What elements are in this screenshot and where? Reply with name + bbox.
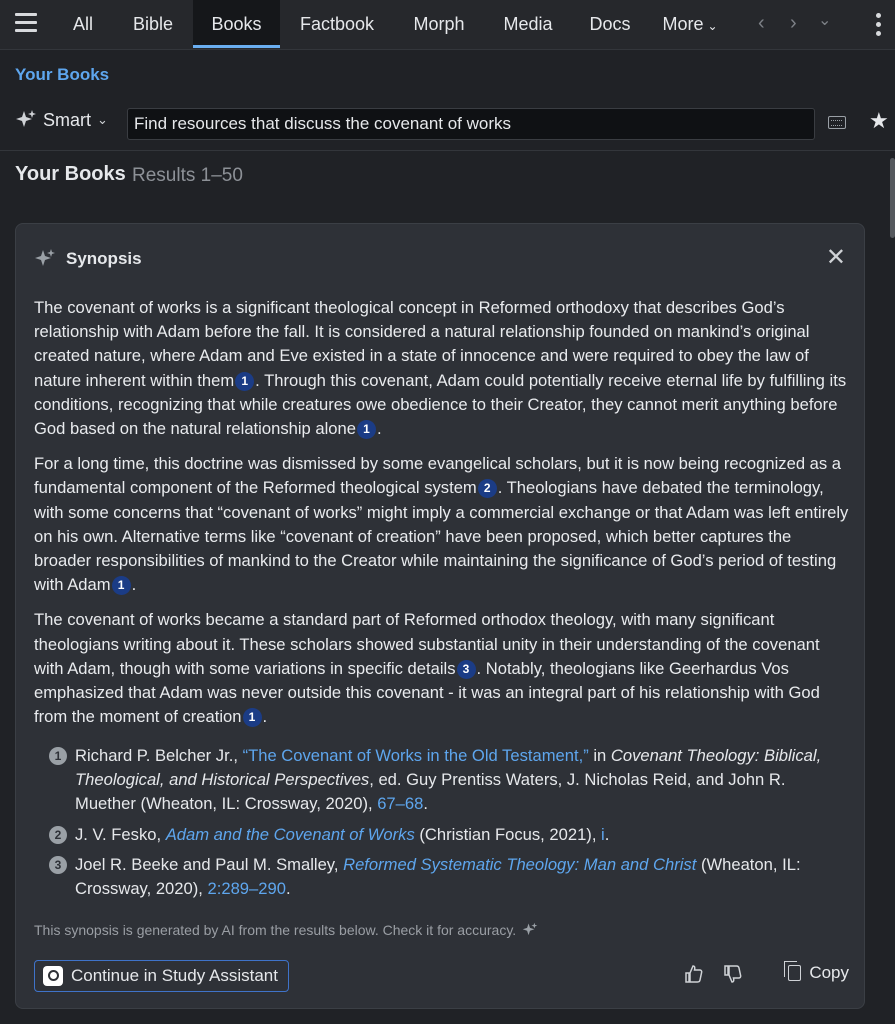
copy-button[interactable] <box>788 963 849 983</box>
synopsis-references <box>49 744 839 907</box>
reference-text: , ed. Guy Prentiss Waters, J. Nicholas Reid, and John R. Muether (Wheaton, IL: Crossway, 2020), <box>75 770 786 814</box>
sparkle-icon <box>34 248 56 270</box>
continue-label: Continue in Study Assistant <box>71 966 278 985</box>
favorite-star-icon[interactable]: ★ <box>869 108 889 133</box>
tab-label: Morph <box>413 14 465 34</box>
synopsis-card <box>15 223 865 1009</box>
tab-books[interactable] <box>193 0 280 48</box>
reference-number-badge: 2 <box>49 826 67 844</box>
reference-link[interactable]: 67–68 <box>377 794 424 814</box>
tab-label: Media <box>503 14 553 34</box>
search-input[interactable] <box>127 108 815 140</box>
tab-label: All <box>72 14 93 34</box>
scrollbar-thumb[interactable] <box>890 158 895 238</box>
study-assistant-icon <box>43 966 63 986</box>
copy-label: Copy <box>809 963 849 982</box>
citation-badge[interactable]: 1 <box>112 576 131 595</box>
tab-more[interactable] <box>655 0 725 48</box>
reference-number-badge: 1 <box>49 747 67 765</box>
copy-icon <box>788 965 801 981</box>
tab-label: Bible <box>132 14 174 34</box>
sparkle-icon <box>522 922 538 938</box>
forward-arrow-icon[interactable]: › <box>790 12 797 34</box>
reference-text: (Christian Focus, 2021), <box>414 824 602 844</box>
paragraph-text: The covenant of works became a standard part of Reformed orthodox theology, with many significant theologians writing about it. These scholars showed substantial unity in their understanding of the covenant with Adam, though with some variations in specific details <box>34 610 820 678</box>
keyboard-icon[interactable] <box>828 116 846 129</box>
sparkle-icon <box>15 109 37 131</box>
reference-text: in <box>588 746 611 765</box>
citation-badge[interactable]: 3 <box>457 660 476 679</box>
synopsis-paragraph <box>34 296 849 441</box>
synopsis-header <box>34 248 142 270</box>
reference-number-badge: 3 <box>49 856 67 874</box>
reference-text: Richard P. Belcher Jr., <box>75 746 243 765</box>
thumbs-up-icon[interactable] <box>684 964 704 984</box>
citation-badge[interactable]: 1 <box>357 420 376 439</box>
synopsis-paragraph <box>34 452 849 597</box>
thumbs-down-icon[interactable] <box>723 964 743 984</box>
tab-all[interactable] <box>58 0 108 48</box>
top-nav-bar <box>0 0 895 50</box>
paragraph-text: The covenant of works is a significant theological concept in Reformed orthodoxy that describes God’s relationship with Adam before the fall. It is considered a natural relationship founded on mankind’s original created nature, where Adam and Eve existed in a state of innocence and were required to obey the law of nature inherent within them <box>34 298 810 390</box>
search-mode-label: Smart <box>43 109 92 130</box>
reference-item <box>49 823 839 847</box>
reference-text: Joel R. Beeke and Paul M. Smalley, <box>75 854 344 874</box>
paragraph-text: For a long time, this doctrine was dismissed by some evangelical scholars, but it is now being recognized as a fundamental component of the Reformed theological system <box>34 454 842 498</box>
breadcrumb[interactable]: Your Books <box>15 65 110 84</box>
paragraph-text: . <box>262 707 268 727</box>
paragraph-text: . <box>376 419 382 439</box>
reference-text: . <box>285 879 291 899</box>
results-count: Results 1–50 <box>132 165 243 186</box>
synopsis-footer <box>34 960 849 992</box>
results-title: Your Books <box>15 163 126 185</box>
tab-label: More <box>662 14 704 34</box>
paragraph-text: . Through this covenant, Adam could potentially receive eternal life by fulfilling its conditions, recognizing that while creatures owe obedience to their Creator, they cannot merit anything before God based on the natural relationship alone <box>34 370 847 439</box>
close-icon[interactable]: ✕ <box>825 244 846 271</box>
reference-item <box>49 853 839 901</box>
paragraph-text: . Notably, theologians like Geerhardus Vos emphasized that Adam was never outside this covenant - it was an integral part of his relationship with God from the moment of creation <box>34 658 820 727</box>
reference-link[interactable]: 2:289–290 <box>207 879 286 899</box>
reference-item <box>49 744 839 817</box>
chevron-down-icon: ⌄ <box>707 19 718 33</box>
back-arrow-icon[interactable]: ‹ <box>758 12 765 34</box>
tab-label: Docs <box>589 14 631 34</box>
reference-link[interactable]: “The Covenant of Works in the Old Testament,” <box>242 746 589 765</box>
search-row <box>0 106 895 142</box>
tab-label: Factbook <box>299 14 375 34</box>
search-mode-dropdown[interactable] <box>15 109 108 131</box>
reference-text: . <box>423 794 428 814</box>
tab-bible[interactable] <box>120 0 186 48</box>
more-options-icon[interactable] <box>876 13 882 40</box>
synopsis-body <box>34 296 849 740</box>
reference-text: (Wheaton, IL: Crossway, 2020), <box>75 854 801 899</box>
tab-factbook[interactable] <box>290 0 384 48</box>
paragraph-text: . <box>131 575 137 595</box>
synopsis-title: Synopsis <box>66 249 142 268</box>
reference-link[interactable]: Adam and the Covenant of Works <box>165 824 415 844</box>
reference-text: . <box>604 824 610 844</box>
tab-label: Books <box>211 14 262 34</box>
tab-morph[interactable] <box>404 0 474 48</box>
history-chevron-icon[interactable]: ⌄ <box>818 12 832 29</box>
reference-link[interactable]: i <box>601 824 605 844</box>
reference-text: J. V. Fesko, <box>75 824 166 844</box>
reference-link[interactable]: Reformed Systematic Theology: Man and Christ <box>343 854 697 874</box>
tab-media[interactable] <box>494 0 562 48</box>
hamburger-menu-icon[interactable] <box>15 13 37 35</box>
reference-text: Covenant Theology: Biblical, Theological, and Historical Perspectives <box>75 746 822 790</box>
ai-disclaimer <box>34 922 538 938</box>
citation-badge[interactable]: 1 <box>235 372 254 391</box>
citation-badge[interactable]: 1 <box>243 708 262 727</box>
paragraph-text: . Theologians have debated the terminology, with some concerns that “covenant of works” might imply a commercial exchange or that Adam was left entirely on his own. Alternative terms like “covenant of creation” have been proposed, which better captures the broader responsibilities of mankind to the Creator while maintaining the significance of God’s period of testing with Adam <box>34 478 849 595</box>
divider <box>0 150 895 151</box>
citation-badge[interactable]: 2 <box>478 479 497 498</box>
tab-docs[interactable] <box>582 0 638 48</box>
chevron-down-icon: ⌄ <box>97 112 108 127</box>
synopsis-paragraph <box>34 608 849 729</box>
disclaimer-text: This synopsis is generated by AI from the results below. Check it for accuracy. <box>34 922 517 938</box>
continue-in-study-assistant-button[interactable] <box>34 960 289 992</box>
